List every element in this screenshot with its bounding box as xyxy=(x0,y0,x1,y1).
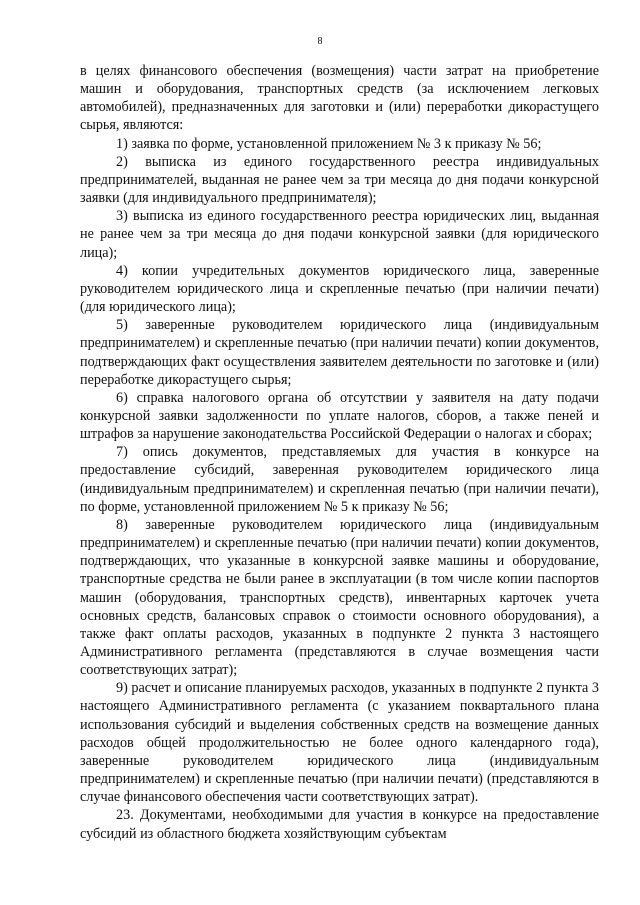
list-item-4-founding-documents: 4) копии учредительных документов юридического лица, заверенные руководителем юридического лица и скрепленные печатью (при наличии печати) (для юридического лица); xyxy=(80,262,599,316)
paragraph-intro-continuation: в целях финансового обеспечения (возмещения) части затрат на приобретение машин и оборудования, транспортных средств (за исключением легковых автомобилей), предназначенных для заготовки и (или) переработки дикорастущего сырья, являются: xyxy=(80,63,599,134)
list-item-2-entrepreneur-registry-extract: 2) выписка из единого государственного реестра индивидуальных предпринимателей, выданная не ранее чем за три месяца до дня подачи конкурсной заявки (для индивидуального предпринимателя); xyxy=(80,153,599,207)
list-item-7-document-inventory: 7) опись документов, представляемых для участия в конкурсе на предоставление субсидий, заверенная руководителем юридического лица (индивидуальным предпринимателем) и скрепленная печатью (при наличии печати), по форме, установленной приложением № 5 к приказу № 56; xyxy=(80,444,599,515)
list-item-6-tax-certificate: 6) справка налогового органа об отсутствии у заявителя на дату подачи конкурсной заявки задолженности по уплате налогов, сборов, а также пеней и штрафов за нарушение законодательства Российской Федерации о налогах и сборах; xyxy=(80,389,599,443)
list-item-3-legal-entity-registry-extract: 3) выписка из единого государственного реестра юридических лиц, выданная не ранее чем за три месяца до дня подачи конкурсной заявки (для юридического лица); xyxy=(80,208,599,261)
paragraph-section-23: 23. Документами, необходимыми для участия в конкурсе на предоставление субсидий из областного бюджета хозяйствующим субъектам xyxy=(80,807,599,842)
document-body xyxy=(80,62,599,843)
page-number: 8 xyxy=(317,36,323,47)
list-item-1-application-form: 1) заявка по форме, установленной приложением № 3 к приказу № 56; xyxy=(116,135,542,152)
list-item-8-equipment-documents: 8) заверенные руководителем юридического лица (индивидуальным предпринимателем) и скрепленные печатью (при наличии печати) копии документов, подтверждающих, что указанные в конкурсной заявке машины и оборудование, транспортные средства не были ранее в эксплуатации (в том числе копии паспортов машин (оборудования, транспортных средств), инвентарных карточек учета основных средств, балансовых справок о стоимости основного оборудования), а также факт оплаты расходов, указанных в подпункте 2 пункта 3 настоящего Административного регламента (представляются в случае возмещения части соответствующих затрат); xyxy=(80,516,599,679)
list-item-5-activity-confirmation: 5) заверенные руководителем юридического лица (индивидуальным предпринимателем) и скрепленные печатью (при наличии печати) копии документов, подтверждающих факт осуществления заявителем деятельности по заготовке и (или) переработке дикорастущего сырья; xyxy=(80,317,599,388)
list-item-9-expense-calculation: 9) расчет и описание планируемых расходов, указанных в подпункте 2 пункта 3 настоящего Административного регламента (с указанием поквартального плана использования субсидий и выделения собственных средств на возмещение данных расходов общей продолжительностью не более одного календарного года), заверенные руководителем юридического лица (индивидуальным предпринимателем) и скрепленные печатью (при наличии печати) (представляются в случае финансового обеспечения части соответствующих затрат). xyxy=(80,680,599,806)
